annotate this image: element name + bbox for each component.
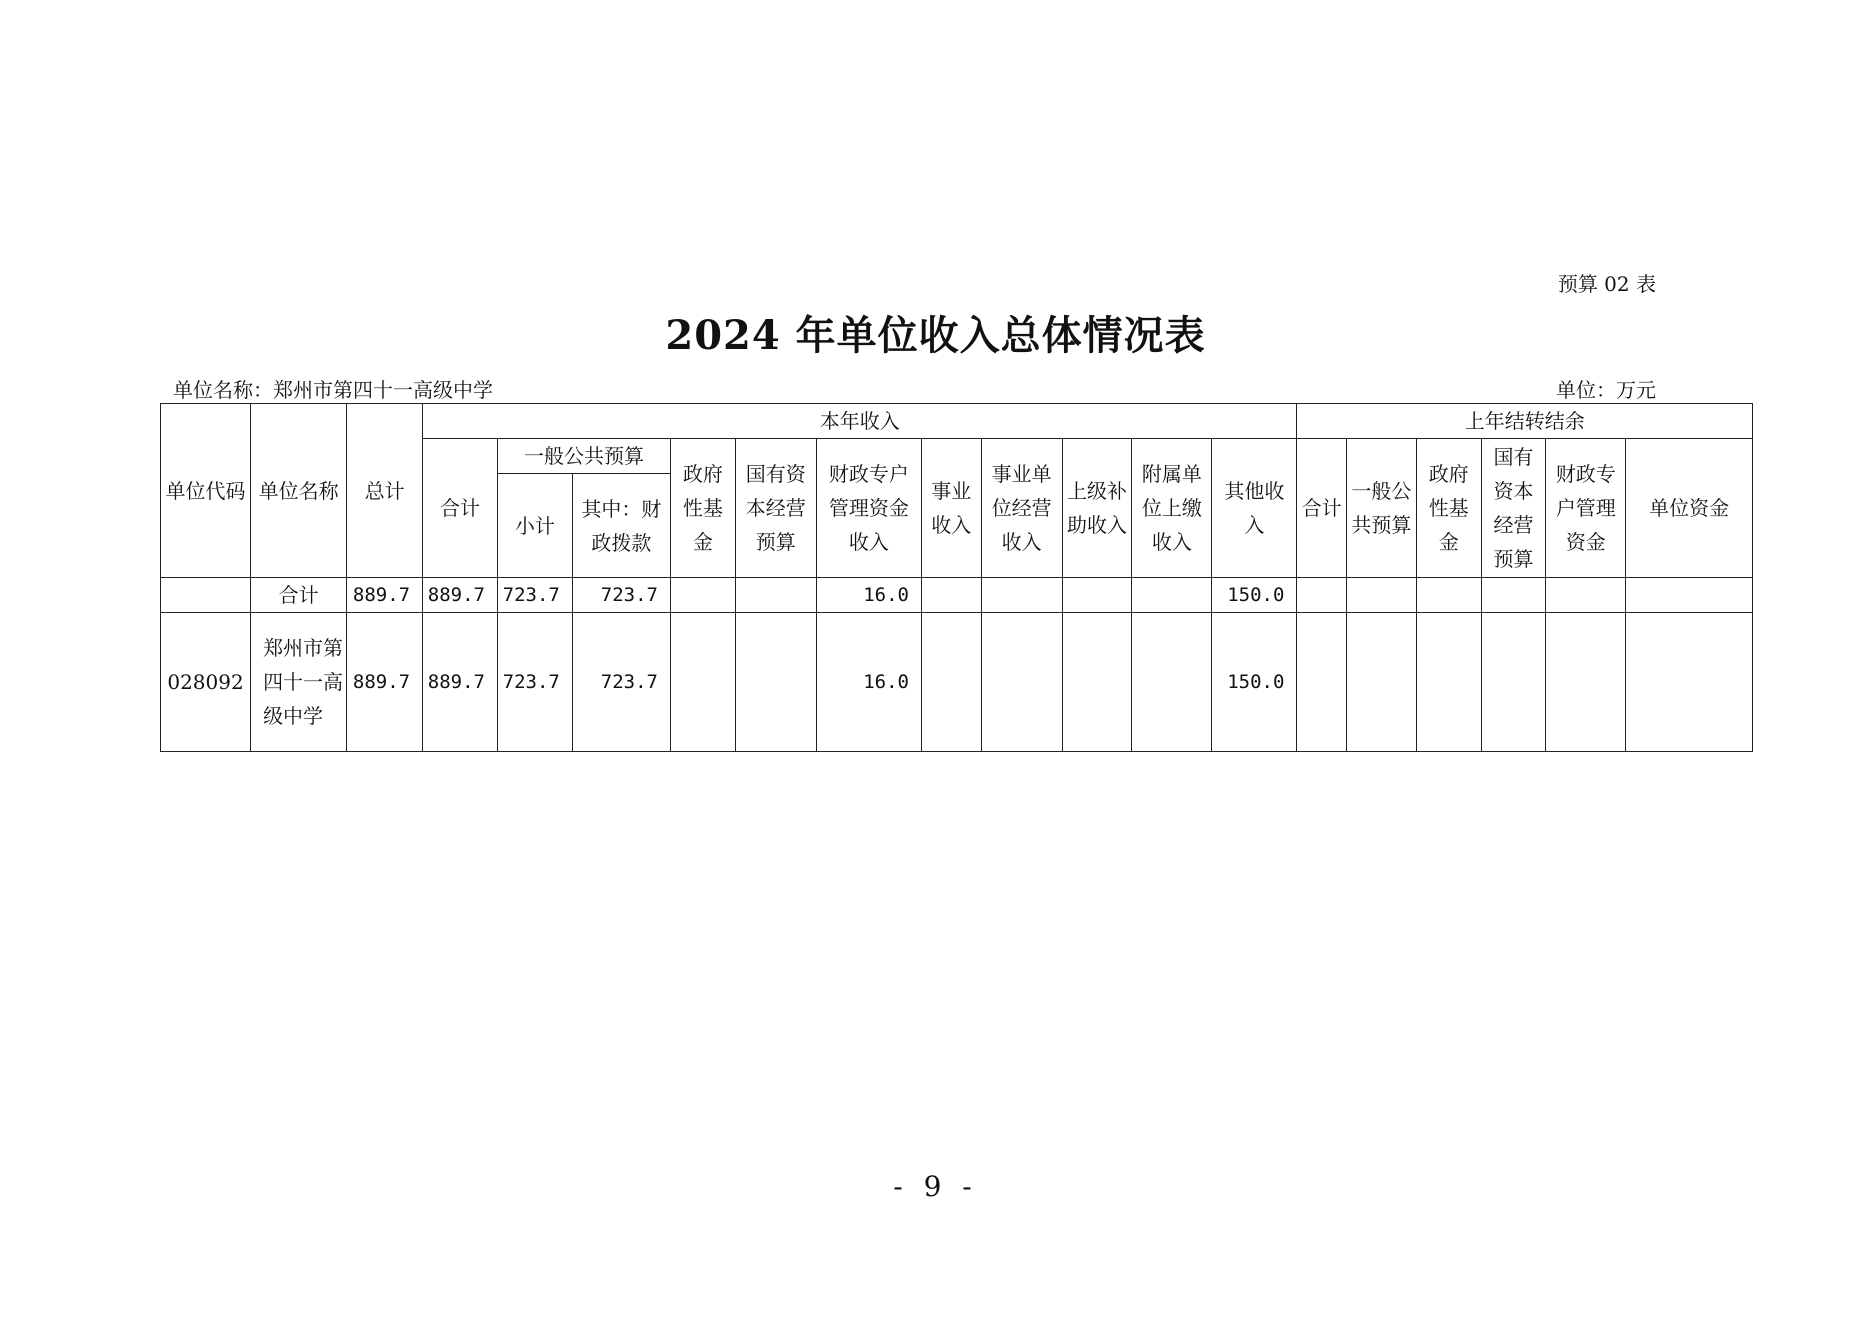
cell-name: 郑州市第四十一高级中学 [251, 613, 347, 752]
header-other-income: 其他收入 [1212, 439, 1297, 578]
cell-py-state-capital [1481, 613, 1546, 752]
cell-fiscal-special: 16.0 [816, 613, 921, 752]
currency-unit-label: 单位：万元 [1556, 378, 1656, 402]
cell-py-general [1346, 578, 1416, 613]
cell-gov-fund [671, 578, 736, 613]
cell-gb-subtotal: 723.7 [497, 578, 572, 613]
cell-name: 合计 [251, 578, 347, 613]
form-tag: 预算 02 表 [1557, 272, 1656, 296]
cell-affiliated-payment [1132, 578, 1212, 613]
cell-affiliated-payment [1132, 613, 1212, 752]
cell-gb-fiscal: 723.7 [572, 613, 670, 752]
cell-business-income [921, 578, 981, 613]
table-row [161, 613, 1753, 752]
cell-py-general [1346, 613, 1416, 752]
header-py-gov-fund: 政府性基金 [1416, 439, 1481, 578]
header-general-budget: 一般公共预算 [497, 439, 670, 474]
cell-py-sum [1297, 613, 1347, 752]
header-unit-name: 单位名称 [251, 404, 347, 578]
cell-business-operation [981, 578, 1062, 613]
cell-higher-subsidy [1062, 613, 1132, 752]
header-py-unit-fund: 单位资金 [1626, 439, 1753, 578]
page-title: 2024 年单位收入总体情况表 [665, 312, 1206, 359]
header-affiliated-payment: 附属单位上缴收入 [1132, 439, 1212, 578]
cell-state-capital [735, 578, 816, 613]
header-gb-fiscal: 其中：财政拨款 [572, 474, 670, 578]
cell-total: 889.7 [347, 613, 423, 752]
cell-total: 889.7 [347, 578, 423, 613]
header-business-income: 事业收入 [921, 439, 981, 578]
cell-py-gov-fund [1416, 578, 1481, 613]
cell-py-fiscal-special [1546, 613, 1626, 752]
header-gov-fund: 政府性基金 [671, 439, 736, 578]
header-prior-year: 上年结转结余 [1297, 404, 1753, 439]
page-number: - 9 - [893, 1170, 978, 1203]
cell-gb-fiscal: 723.7 [572, 578, 670, 613]
income-table [160, 403, 1753, 752]
header-unit-code: 单位代码 [161, 404, 251, 578]
cell-gov-fund [671, 613, 736, 752]
unit-name-label: 单位名称：郑州市第四十一高级中学 [173, 378, 493, 402]
header-total: 总计 [347, 404, 423, 578]
cell-higher-subsidy [1062, 578, 1132, 613]
cell-py-sum [1297, 578, 1347, 613]
cell-py-state-capital [1481, 578, 1546, 613]
cell-py-gov-fund [1416, 613, 1481, 752]
cell-state-capital [735, 613, 816, 752]
header-py-fiscal-special: 财政专户管理资金 [1546, 439, 1626, 578]
header-cy-sum: 合计 [423, 439, 498, 578]
header-gb-subtotal: 小计 [497, 474, 572, 578]
header-fiscal-special: 财政专户管理资金收入 [816, 439, 921, 578]
header-py-general: 一般公共预算 [1346, 439, 1416, 578]
cell-py-fiscal-special [1546, 578, 1626, 613]
cell-business-income [921, 613, 981, 752]
cell-cy-sum: 889.7 [423, 613, 498, 752]
header-current-year: 本年收入 [423, 404, 1297, 439]
header-py-state-capital: 国有资本经营预算 [1481, 439, 1546, 578]
header-py-sum: 合计 [1297, 439, 1347, 578]
header-higher-subsidy: 上级补助收入 [1062, 439, 1132, 578]
header-state-capital: 国有资本经营预算 [735, 439, 816, 578]
cell-other-income: 150.0 [1212, 578, 1297, 613]
cell-cy-sum: 889.7 [423, 578, 498, 613]
header-business-operation: 事业单位经营收入 [981, 439, 1062, 578]
cell-py-unit-fund [1626, 613, 1753, 752]
cell-code [161, 578, 251, 613]
cell-fiscal-special: 16.0 [816, 578, 921, 613]
table-row [161, 578, 1753, 613]
cell-gb-subtotal: 723.7 [497, 613, 572, 752]
cell-code: 028092 [161, 613, 251, 752]
cell-py-unit-fund [1626, 578, 1753, 613]
cell-business-operation [981, 613, 1062, 752]
cell-other-income: 150.0 [1212, 613, 1297, 752]
